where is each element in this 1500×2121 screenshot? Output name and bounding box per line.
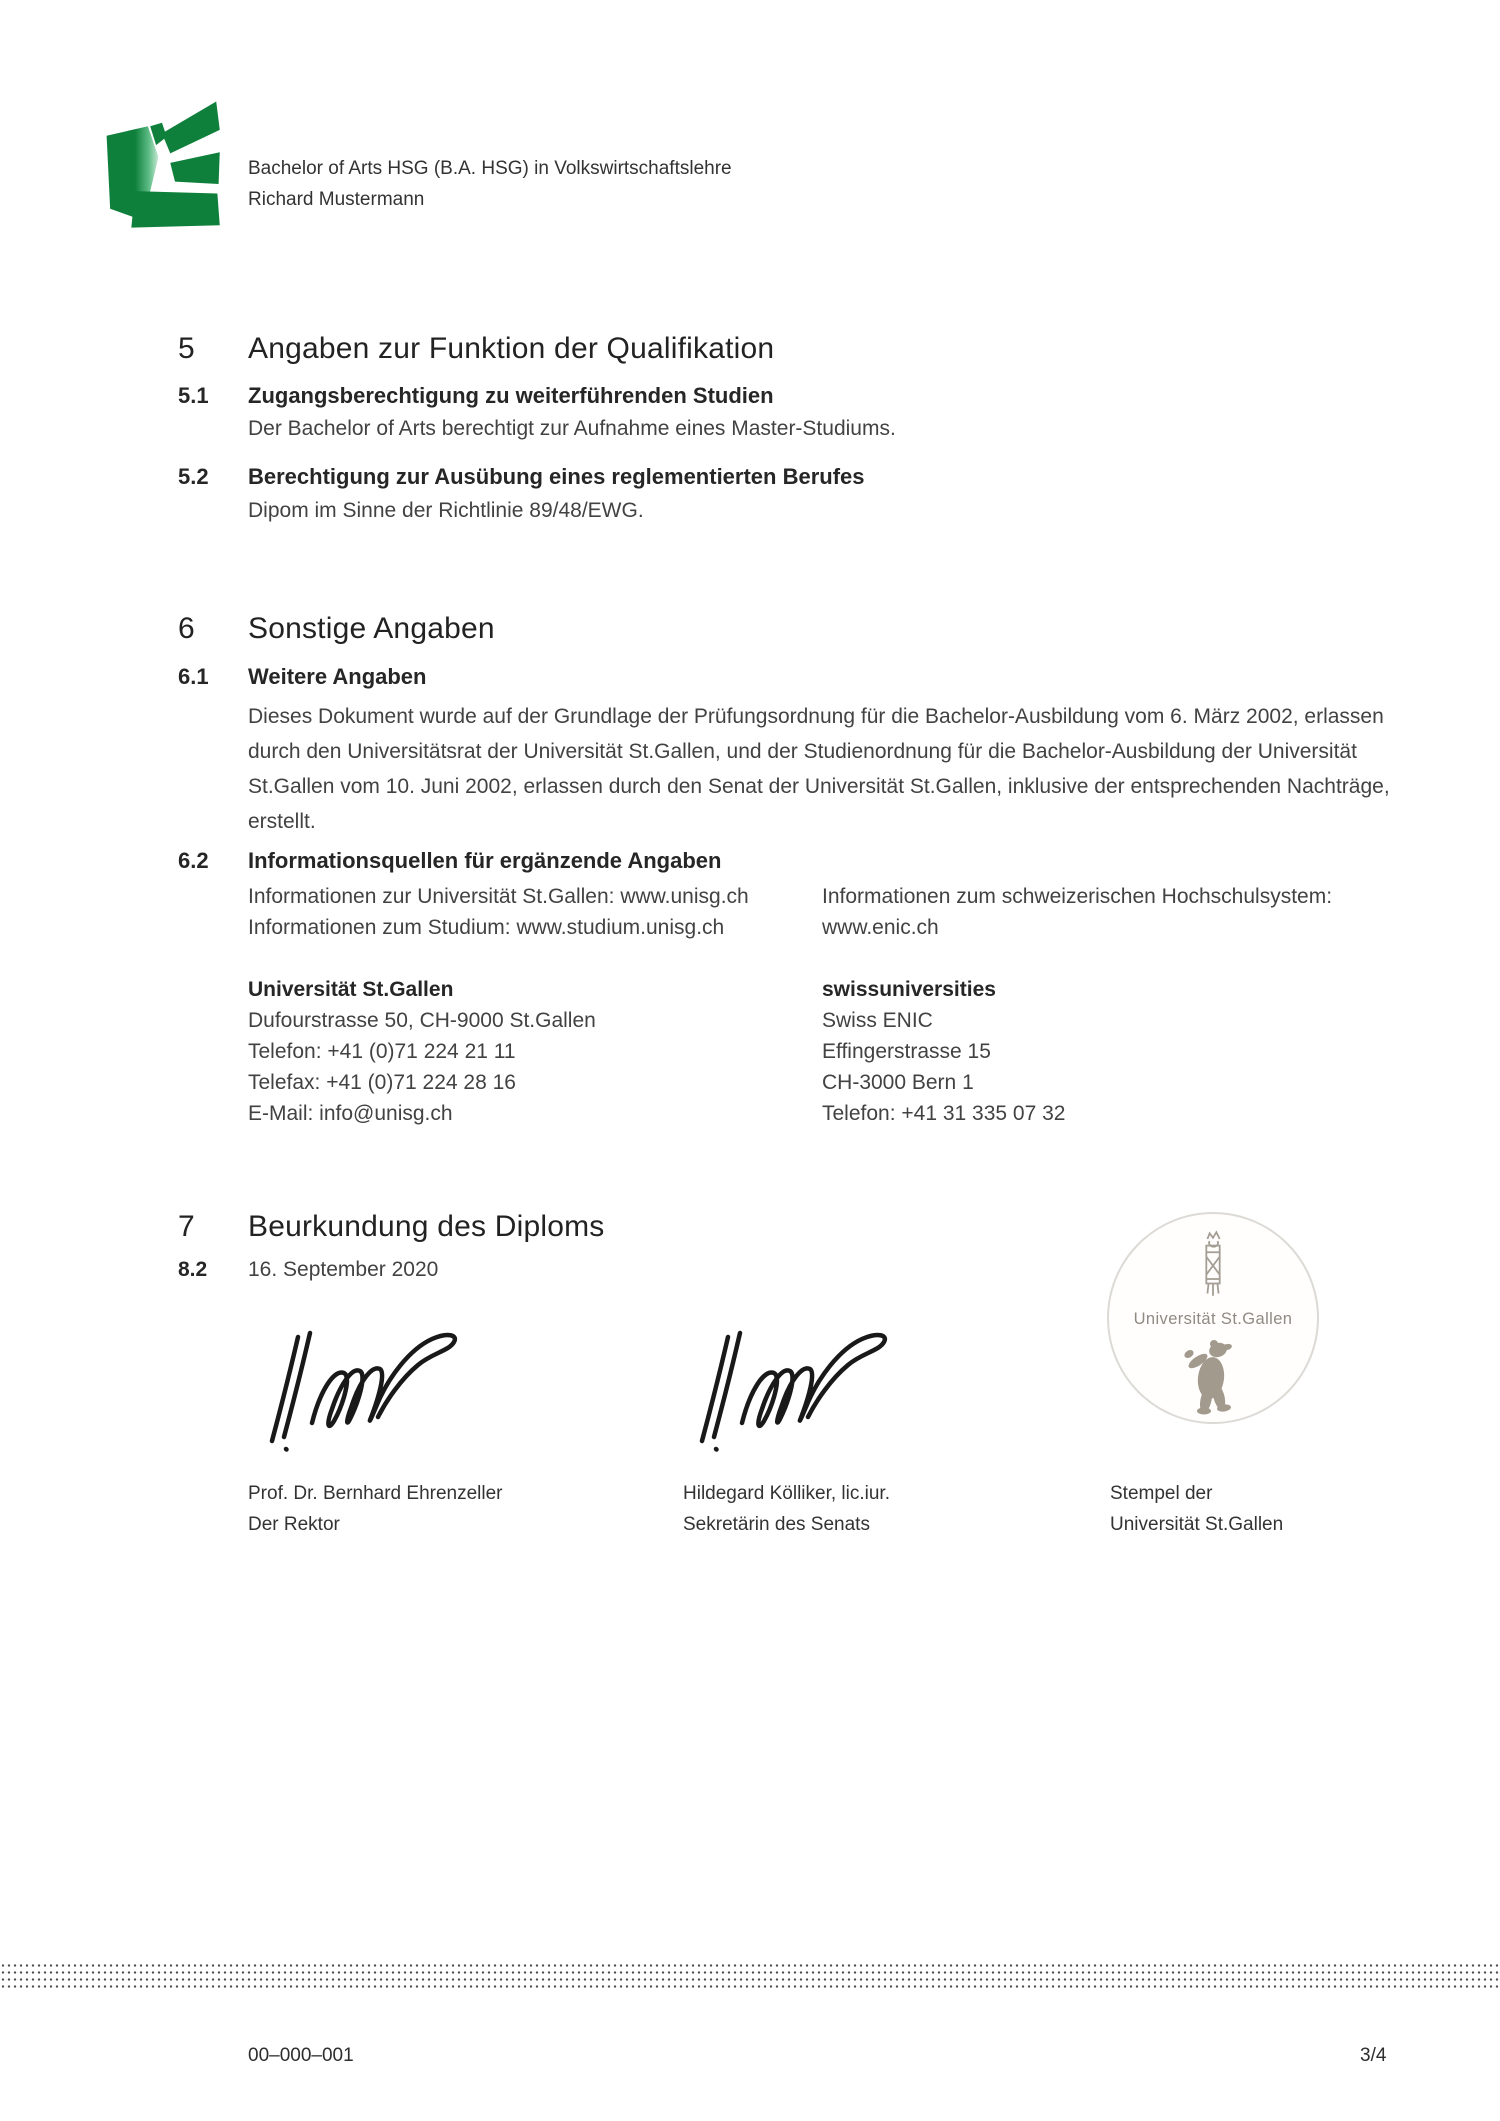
contact-line: CH-3000 Bern 1 [822, 1071, 974, 1094]
stamp-caption [1110, 1478, 1283, 1540]
signer-name: Hildegard Kölliker, lic.iur. [683, 1483, 890, 1504]
signature-rektor-icon [246, 1315, 476, 1465]
section-number: 8.2 [178, 1258, 208, 1281]
contact-line: Effingerstrasse 15 [822, 1040, 991, 1063]
student-name: Richard Mustermann [248, 189, 425, 210]
degree-title: Bachelor of Arts HSG (B.A. HSG) in Volkswirtschaftslehre [248, 158, 732, 179]
section-number: 5.1 [178, 383, 209, 408]
section-number: 6.1 [178, 664, 209, 689]
stamp-caption-line: Stempel der [1110, 1483, 1213, 1504]
contact-line: Telefon: +41 (0)71 224 21 11 [248, 1040, 516, 1063]
section-title: Sonstige Angaben [248, 612, 495, 645]
signer-name: Prof. Dr. Bernhard Ehrenzeller [248, 1483, 503, 1504]
signer-role: Sekretärin des Senats [683, 1514, 870, 1535]
contact-line: E-Mail: info@unisg.ch [248, 1102, 453, 1125]
dotted-divider [0, 1962, 1500, 1992]
hsg-logo-icon [103, 98, 221, 235]
contact-name: swissuniversities [822, 978, 996, 1001]
university-stamp-seal [1107, 1212, 1319, 1424]
section-number: 6 [178, 612, 195, 645]
section-number: 6.2 [178, 848, 209, 873]
section-title: Beurkundung des Diploms [248, 1210, 605, 1243]
info-links-left [248, 881, 749, 943]
section-title: Angaben zur Funktion der Qualifikation [248, 332, 775, 365]
signer-1 [248, 1478, 503, 1540]
section-title: Weitere Angaben [248, 664, 427, 689]
contact-unisg [248, 974, 596, 1129]
contact-line: Dufourstrasse 50, CH-9000 St.Gallen [248, 1009, 596, 1032]
section-number: 7 [178, 1210, 195, 1243]
info-line: Informationen zum Studium: www.studium.unisg.ch [248, 916, 725, 939]
body-text: Der Bachelor of Arts berechtigt zur Aufnahme eines Master-Studiums. [248, 417, 896, 440]
certification-date: 16. September 2020 [248, 1258, 439, 1281]
document-header [248, 153, 732, 215]
document-number: 00–000–001 [248, 2045, 354, 2066]
signature-sekretaerin-icon [676, 1315, 906, 1465]
contact-line: Telefax: +41 (0)71 224 28 16 [248, 1071, 516, 1094]
info-line: www.enic.ch [822, 916, 939, 939]
section-title: Zugangsberechtigung zu weiterführenden Studien [248, 383, 774, 408]
info-line: Informationen zum schweizerischen Hochschulsystem: [822, 885, 1333, 908]
contact-name: Universität St.Gallen [248, 978, 454, 1001]
body-text: Dipom im Sinne der Richtlinie 89/48/EWG. [248, 499, 644, 522]
page-number: 3/4 [1360, 2045, 1387, 2066]
section-number: 5 [178, 332, 195, 365]
section-title: Informationsquellen für ergänzende Angaben [248, 848, 722, 873]
stamp-caption-line: Universität St.Gallen [1110, 1514, 1284, 1535]
signer-2 [683, 1478, 890, 1540]
stamp-text: Universität St.Gallen [1133, 1310, 1293, 1328]
info-line: Informationen zur Universität St.Gallen: www.unisg.ch [248, 885, 749, 908]
stamp-bear-icon [1181, 1336, 1245, 1421]
info-links-right [822, 881, 1332, 943]
section-number: 5.2 [178, 464, 209, 489]
body-paragraph: Dieses Dokument wurde auf der Grundlage der Prüfungsordnung für die Bachelor-Ausbildung vom 6. März 2002, erlassen durch den Universitätsrat der Universität St.Gallen, und der Studienordnung für die Bachelor-Ausbildung der Universität St.Gallen vom 10. Juni 2002, erlassen durch den Senat der Universität St.Gallen, inklusive der entsprechenden Nachträge, erstellt. [248, 705, 1390, 833]
signer-role: Der Rektor [248, 1514, 340, 1535]
contact-line: Telefon: +41 31 335 07 32 [822, 1102, 1066, 1125]
contact-line: Swiss ENIC [822, 1009, 933, 1032]
stamp-fasces-icon [1196, 1230, 1230, 1313]
section-title: Berechtigung zur Ausübung eines reglementierten Berufes [248, 464, 865, 489]
contact-swissuniversities [822, 974, 1065, 1129]
